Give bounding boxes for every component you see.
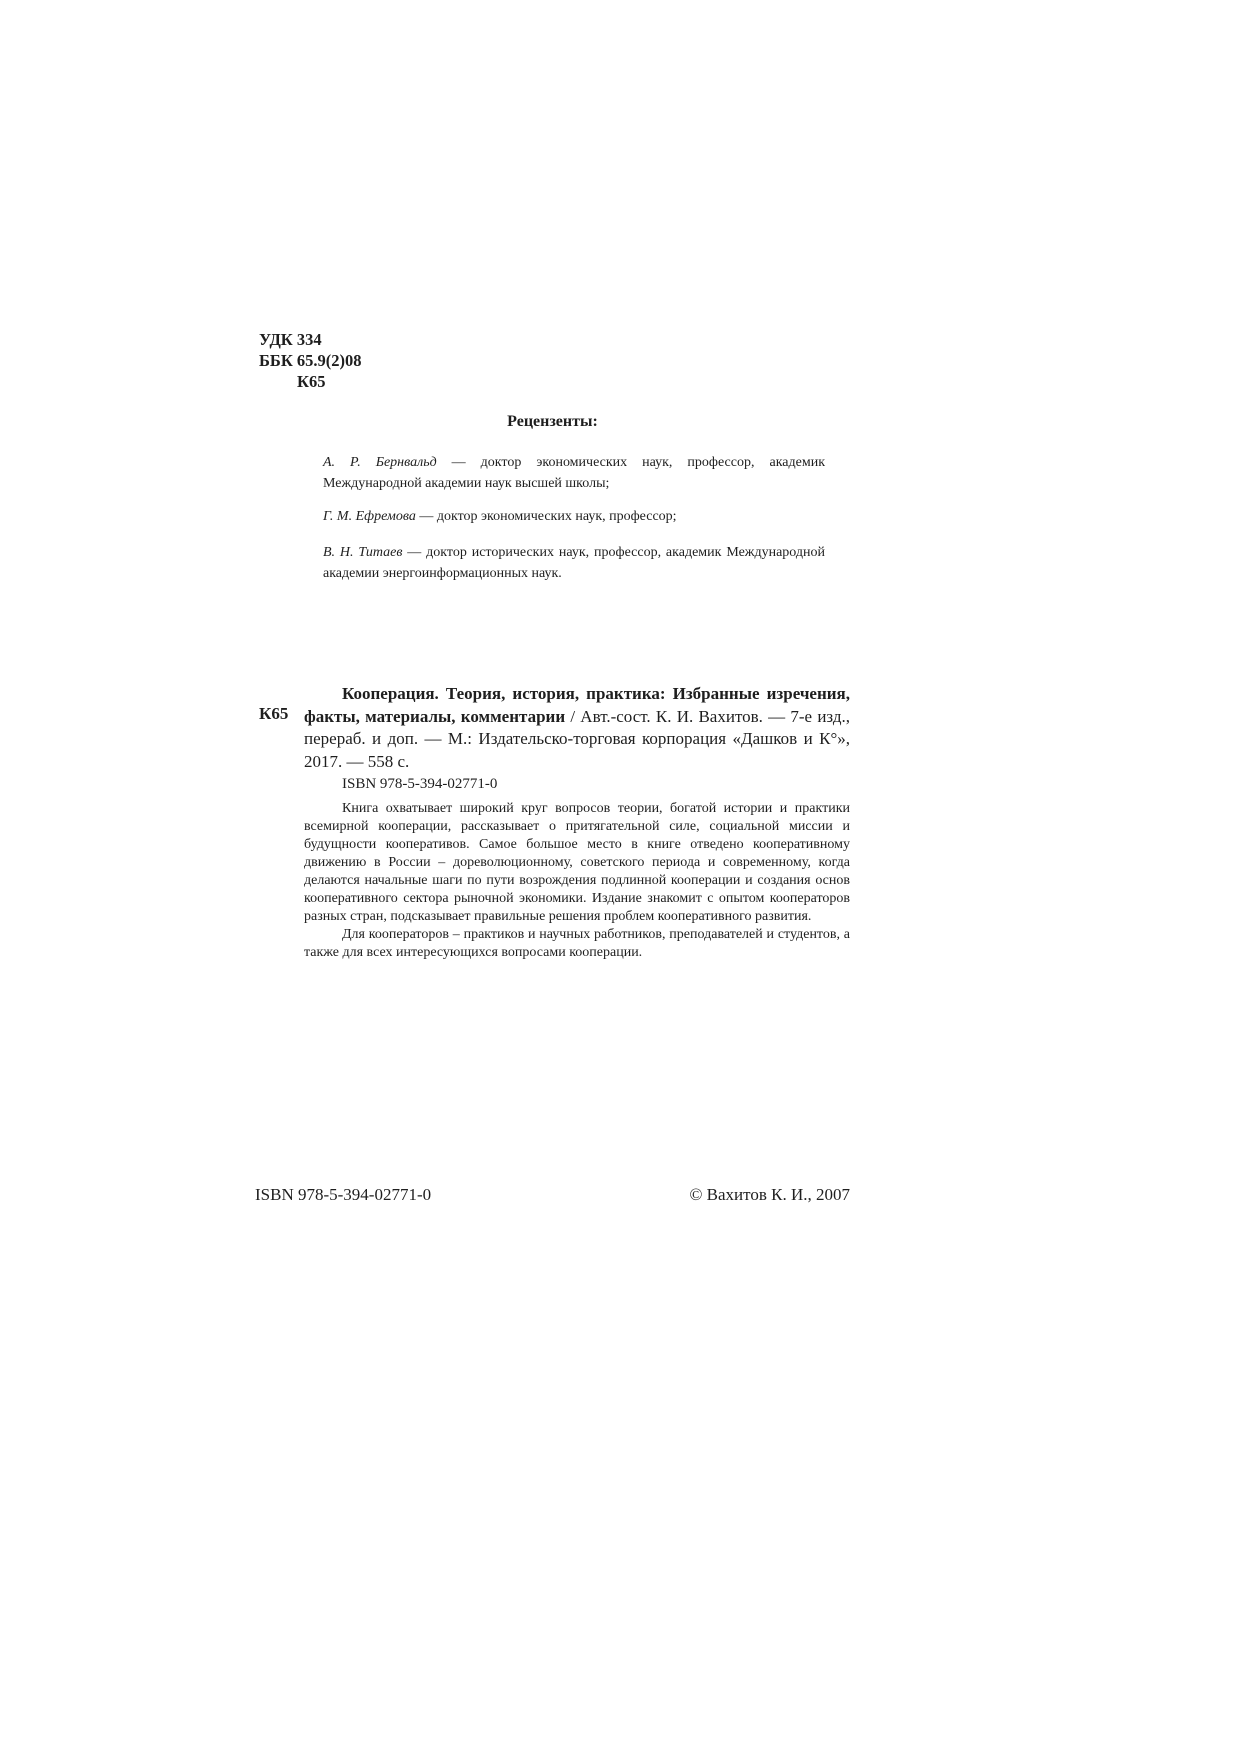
footer-isbn: ISBN 978-5-394-02771-0 bbox=[255, 1185, 432, 1204]
reviewer-description: — доктор исторических наук, профессор, академик Международной академии энергоинформационных наук. bbox=[323, 545, 825, 581]
bbk-code: ББК 65.9(2)08 bbox=[259, 351, 362, 370]
reviewer-entry bbox=[323, 507, 825, 528]
reviewer-name: Г. М. Ефремова bbox=[323, 509, 416, 524]
author-mark: К65 bbox=[297, 372, 326, 391]
reviewer-description: — доктор экономических наук, профессор; bbox=[415, 509, 677, 524]
publication-details: / Авт.-сост. К. И. Вахитов. — 7-е изд., перераб. и доп. — М.: Издательско-торговая корпорация «Дашков и К°», 2017. — 558 с. bbox=[304, 706, 850, 771]
book-abstract bbox=[304, 800, 850, 962]
footer-copyright: © Вахитов К. И., 2007 bbox=[689, 1185, 850, 1204]
udk-code: УДК 334 bbox=[259, 330, 322, 349]
abstract-paragraph: Книга охватывает широкий круг вопросов теории, богатой истории и практики всемирной кооперации, рассказывает о притягательной силе, социальной миссии и будущности кооперативов. Самое большое место в книге отведено кооперативному движению в России – дореволюционному, советского периода и современному, когда делаются начальные шаги по пути возрождения подлинной кооперации и создания основ кооперативного сектора рыночной экономики. Издание знакомит с опытом кооператоров разных стран, подсказывает правильные решения проблем кооперативного развития. bbox=[304, 801, 850, 924]
reviewer-name: А. Р. Бернвальд bbox=[323, 455, 437, 470]
reviewers-title: Рецензенты: bbox=[507, 413, 598, 430]
isbn-record: ISBN 978-5-394-02771-0 bbox=[342, 776, 498, 792]
bibliography-author-mark: К65 bbox=[259, 704, 289, 723]
reviewer-entry bbox=[323, 453, 825, 494]
reviewer-description: — доктор экономических наук, профессор, академик Международной академии наук высшей школы; bbox=[323, 455, 825, 491]
classification-codes bbox=[259, 329, 362, 392]
bibliographic-record bbox=[304, 683, 850, 773]
book-title: Кооперация. Теория, история, практика: Избранные изречения, факты, материалы, комментарии bbox=[304, 684, 850, 726]
reviewer-entry bbox=[323, 543, 825, 584]
reviewer-name: В. Н. Титаев bbox=[323, 545, 403, 560]
audience-paragraph: Для кооператоров – практиков и научных работников, преподавателей и студентов, а также для всех интересующихся вопросами кооперации. bbox=[304, 927, 850, 960]
